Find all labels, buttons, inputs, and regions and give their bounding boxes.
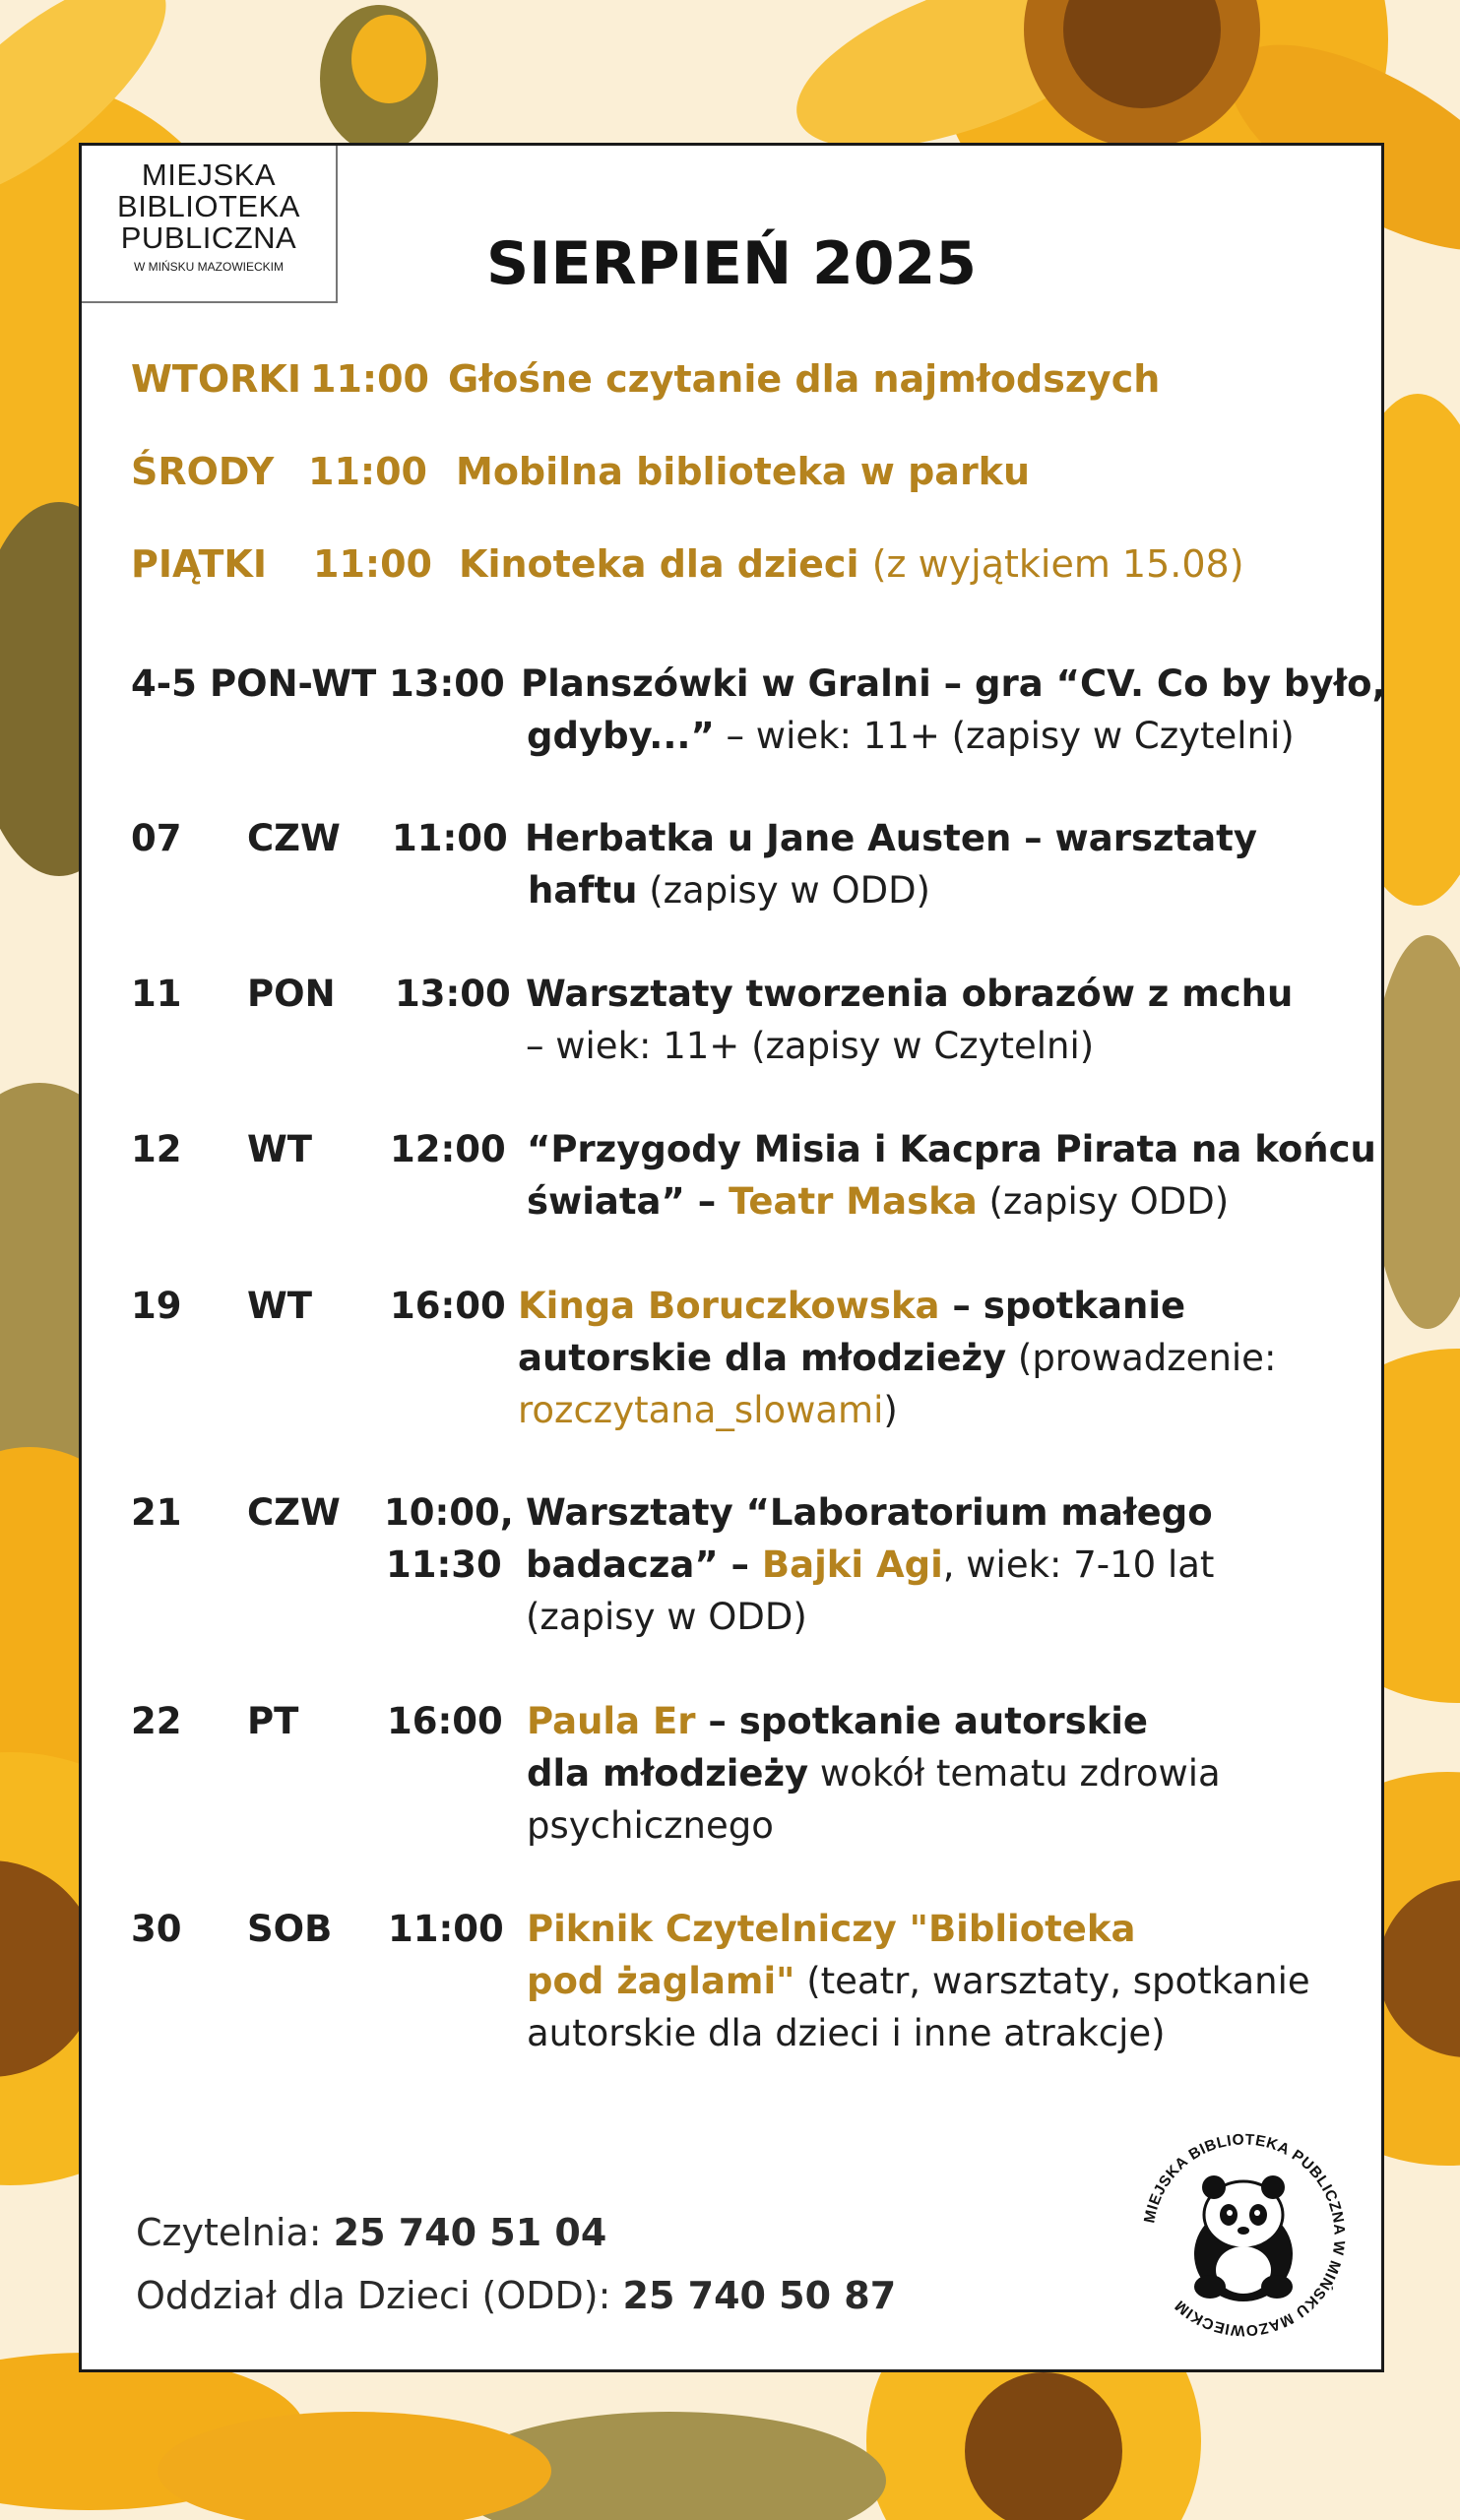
event-time: 11:00	[392, 817, 508, 859]
event-description	[527, 1903, 1310, 2059]
event-handle: rozczytana_slowami	[518, 1389, 884, 1431]
sunflower-bud	[320, 5, 438, 153]
event-weekday: PON	[247, 973, 336, 1015]
event-title-cont: pod żaglami"	[527, 1960, 795, 2002]
contact-children-dept	[136, 2274, 896, 2317]
event-weekday: PON-WT	[210, 662, 377, 705]
weekly-event	[459, 542, 1244, 586]
event-weekday: WT	[247, 1128, 313, 1170]
event-time: 11:00	[388, 1908, 504, 1950]
event-time-2: 11:30	[386, 1544, 502, 1586]
event-details: – wiek: 11+ (zapisy w Czytelni)	[526, 1025, 1095, 1067]
event-title: Piknik Czytelniczy "Biblioteka	[527, 1908, 1136, 1950]
event-time: 16:00	[390, 1285, 506, 1327]
event-date: 21	[131, 1491, 182, 1534]
event-details: (teatr, warsztaty, spotkanie	[794, 1960, 1310, 2002]
weekly-day: PIĄTKI	[131, 542, 267, 586]
weekly-event: Głośne czytanie dla najmłodszych	[448, 357, 1161, 401]
event-details-end: (zapisy w ODD)	[526, 1596, 807, 1638]
event-title: Warsztaty tworzenia obrazów z mchu	[526, 973, 1294, 1015]
event-date: 11	[131, 973, 182, 1015]
weekly-time: 11:00	[308, 450, 427, 493]
event-description	[527, 1695, 1221, 1852]
event-time: 12:00	[390, 1128, 506, 1170]
event-description	[526, 1486, 1214, 1643]
event-title-cont: haftu	[528, 869, 638, 912]
weekly-event-title: Kinoteka dla dzieci	[459, 542, 859, 586]
event-date: 22	[131, 1700, 182, 1742]
event-title-cont: autorskie dla młodzieży	[518, 1337, 1007, 1379]
weekly-time: 11:00	[310, 357, 429, 401]
event-details: (prowadzenie:	[1006, 1337, 1277, 1379]
event-date: 30	[131, 1908, 182, 1950]
contact-reading-room	[136, 2211, 606, 2254]
weekly-day: WTORKI	[131, 357, 301, 401]
logo-line-4: W MIŃSKU MAZOWIECKIM	[134, 260, 284, 274]
event-weekday: CZW	[247, 817, 341, 859]
event-details: (zapisy w ODD)	[637, 869, 930, 912]
event-organizer: Teatr Maska	[729, 1180, 978, 1223]
weekly-event: Mobilna biblioteka w parku	[456, 450, 1031, 493]
event-time: 10:00,	[384, 1491, 514, 1534]
event-title-cont: gdyby...”	[527, 715, 715, 757]
event-title: – spotkanie autorskie	[695, 1700, 1149, 1742]
weekly-time: 11:00	[313, 542, 432, 586]
event-weekday: SOB	[247, 1908, 333, 1950]
stamp-text: MIEJSKA BIBLIOTEKA PUBLICZNA W MIŃSKU MAZOWIECKIM	[1141, 2131, 1348, 2339]
event-weekday: PT	[247, 1700, 299, 1742]
contact-phone: 25 740 51 04	[333, 2211, 607, 2254]
event-title-cont: badacza” –	[526, 1544, 762, 1586]
logo-line-2: BIBLIOTEKA	[117, 189, 300, 223]
event-date: 12	[131, 1128, 182, 1170]
event-guest: Paula Er	[527, 1700, 696, 1742]
event-date: 07	[131, 817, 182, 859]
weekly-day: ŚRODY	[131, 450, 275, 493]
event-title: Planszówki w Gralni – gra “CV. Co by było,	[521, 662, 1386, 705]
page-title: SIERPIEŃ 2025	[485, 229, 978, 298]
weekly-event-note: (z wyjątkiem 15.08)	[871, 542, 1244, 586]
library-stamp	[1133, 2124, 1355, 2346]
schedule-card	[79, 143, 1384, 2372]
event-weekday: WT	[247, 1285, 313, 1327]
event-details: – wiek: 11+ (zapisy w Czytelni)	[714, 715, 1295, 757]
logo-line-3: PUBLICZNA	[120, 220, 297, 255]
event-description	[526, 968, 1293, 1072]
logo-line-1: MIEJSKA	[141, 158, 277, 192]
event-time: 13:00	[395, 973, 511, 1015]
contact-label: Czytelnia:	[136, 2211, 334, 2254]
event-title: Warsztaty “Laboratorium małego	[526, 1491, 1213, 1534]
event-description	[521, 658, 1386, 762]
event-date: 19	[131, 1285, 182, 1327]
event-description	[527, 1123, 1376, 1228]
event-details-end: )	[883, 1389, 898, 1431]
event-title: “Przygody Misia i Kacpra Pirata na końcu	[527, 1128, 1376, 1170]
event-details-end: psychicznego	[527, 1804, 774, 1847]
contact-phone: 25 740 50 87	[622, 2274, 897, 2317]
event-description	[518, 1280, 1276, 1436]
event-description	[525, 812, 1257, 916]
event-details-end: autorskie dla dzieci i inne atrakcje)	[527, 2012, 1166, 2054]
event-guest: Kinga Boruczkowska	[518, 1285, 940, 1327]
event-weekday: CZW	[247, 1491, 341, 1534]
event-time: 13:00	[389, 662, 505, 705]
event-details: , wiek: 7-10 lat	[942, 1544, 1215, 1586]
event-title: – spotkanie	[939, 1285, 1186, 1327]
event-title: Herbatka u Jane Austen – warsztaty	[525, 817, 1257, 859]
event-organizer: Bajki Agi	[761, 1544, 943, 1586]
event-details: wokół tematu zdrowia	[808, 1752, 1221, 1795]
event-date: 4-5	[131, 662, 197, 705]
event-title-cont: świata” –	[527, 1180, 730, 1223]
panda-icon	[1194, 2175, 1293, 2301]
contact-label: Oddział dla Dzieci (ODD):	[136, 2274, 623, 2317]
event-title-cont: dla młodzieży	[527, 1752, 809, 1795]
event-time: 16:00	[387, 1700, 503, 1742]
event-details: (zapisy ODD)	[977, 1180, 1230, 1223]
